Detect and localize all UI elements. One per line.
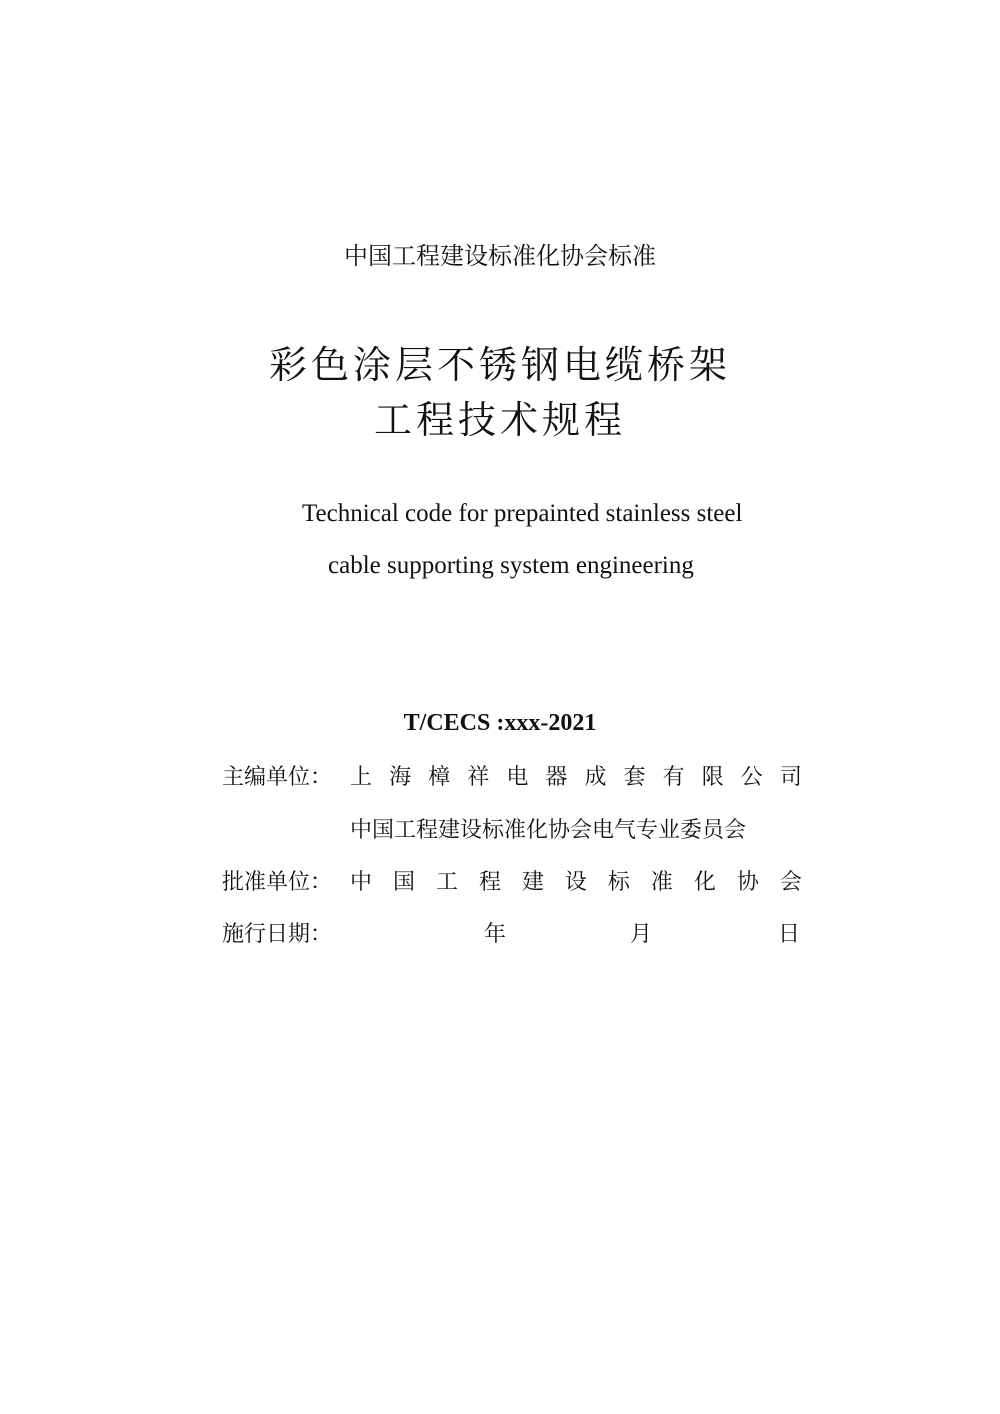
chief-editor-char: 樟 — [428, 765, 451, 790]
approver-char: 化 — [693, 870, 716, 895]
chief-editor-label: 主编单位： — [222, 765, 333, 790]
english-title-line-2: cable supporting system engineering — [328, 552, 694, 579]
co-editor-row — [222, 813, 802, 845]
chief-editor-char: 电 — [506, 765, 529, 790]
chief-editor-char: 海 — [389, 765, 412, 790]
chief-editor-char: 成 — [584, 765, 607, 790]
document-title-line-2: 工程技术规程 — [373, 398, 626, 442]
approver-char: 程 — [478, 870, 501, 895]
approver-char: 中 — [350, 870, 373, 895]
approver-char: 设 — [564, 870, 587, 895]
chief-editor-char: 有 — [662, 765, 685, 790]
standard-code: T/CECS :xxx-2021 — [403, 710, 597, 736]
effective-date-year: 年 — [484, 922, 507, 947]
co-editor-unit: 中国工程建设标准化协会电气专业委员会 — [350, 818, 747, 843]
effective-date-month: 月 — [630, 922, 653, 947]
chief-editor-char: 司 — [779, 765, 802, 790]
chief-editor-char: 上 — [350, 765, 373, 790]
approver-char: 工 — [435, 870, 458, 895]
chief-editor-char: 公 — [740, 765, 763, 790]
approver-row — [222, 865, 802, 897]
association-standard-heading: 中国工程建设标准化协会标准 — [344, 242, 656, 270]
approver-char: 国 — [392, 870, 415, 895]
approver-unit — [350, 865, 802, 896]
chief-editor-unit — [350, 760, 802, 791]
approver-char: 准 — [650, 870, 673, 895]
chief-editor-char: 器 — [545, 765, 568, 790]
chief-editor-char: 祥 — [467, 765, 490, 790]
approver-char: 标 — [607, 870, 630, 895]
approver-char: 建 — [521, 870, 544, 895]
approver-char: 会 — [779, 870, 802, 895]
chief-editor-char: 套 — [623, 765, 646, 790]
approver-label: 批准单位： — [222, 870, 333, 895]
effective-date-label: 施行日期： — [222, 922, 333, 947]
effective-date-row — [222, 917, 802, 949]
chief-editor-char: 限 — [701, 765, 724, 790]
effective-date-day: 日 — [778, 922, 801, 947]
approver-char: 协 — [736, 870, 759, 895]
chief-editor-row — [222, 760, 802, 792]
english-title-line-1: Technical code for prepainted stainless steel — [302, 500, 743, 527]
document-title-line-1: 彩色涂层不锈钢电缆桥架 — [268, 343, 731, 387]
